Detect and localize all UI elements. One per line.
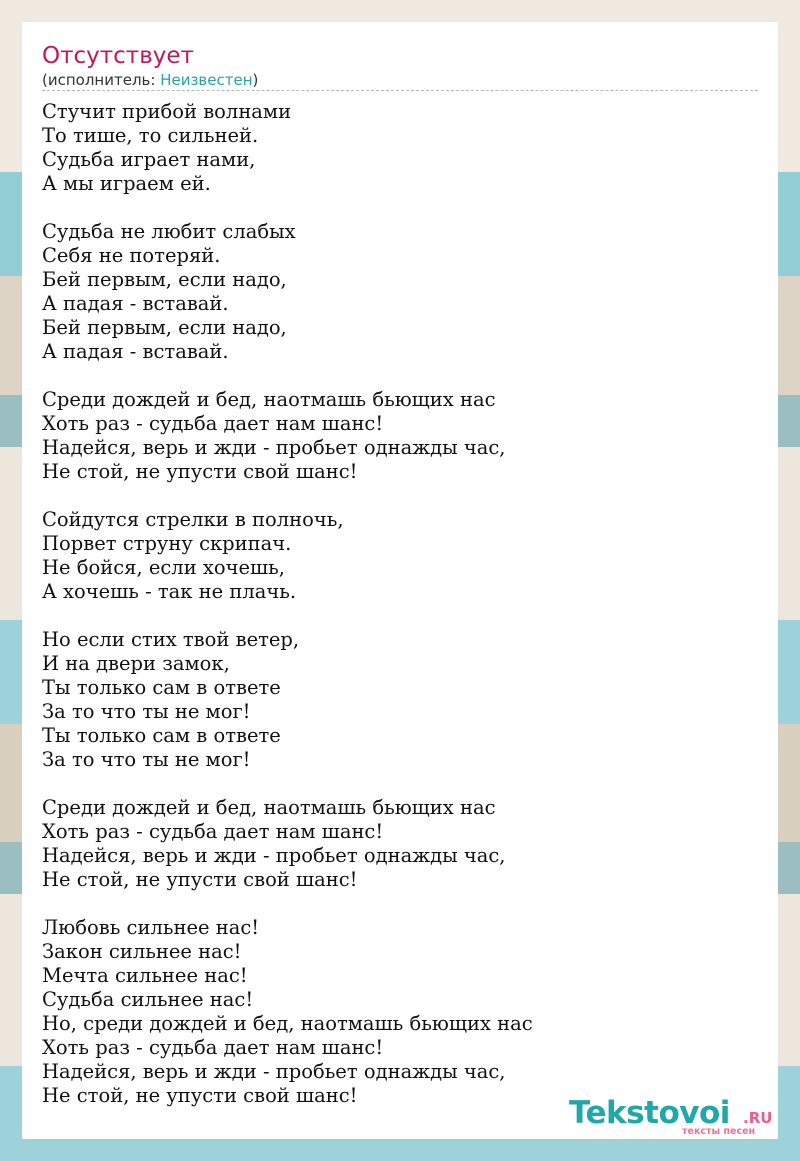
lyric-line: Ты только сам в ответе: [42, 724, 281, 747]
lyric-line: Бей первым, если надо,: [42, 268, 287, 291]
lyric-line: И на двери замок,: [42, 652, 230, 675]
lyrics-text: [42, 100, 758, 1108]
logo-wordmark: Tekstovoi: [569, 1095, 730, 1131]
lyric-line: Среди дождей и бед, наотмашь бьющих нас: [42, 796, 496, 819]
lyric-line: Бей первым, если надо,: [42, 316, 287, 339]
lyric-line: Надейся, верь и жди - пробьет однажды час,: [42, 436, 506, 459]
lyric-line: А хочешь - так не плачь.: [42, 580, 297, 603]
lyric-line: Надейся, верь и жди - пробьет однажды час,: [42, 844, 506, 867]
lyrics-stanza: [42, 628, 758, 772]
lyric-line: Надейся, верь и жди - пробьет однажды час,: [42, 1060, 506, 1083]
lyric-line: А мы играем ей.: [42, 172, 211, 195]
lyric-line: Судьба не любит слабых: [42, 220, 296, 243]
lyric-line: Стучит прибой волнами: [42, 100, 292, 123]
lyrics-stanza: [42, 388, 758, 484]
artist-suffix: ): [252, 71, 259, 89]
artist-prefix: (исполнитель:: [42, 71, 161, 89]
lyric-line: Себя не потеряй.: [42, 244, 221, 267]
lyric-line: Не бойся, если хочешь,: [42, 556, 285, 579]
lyric-line: Хоть раз - судьба дает нам шанс!: [42, 412, 384, 435]
lyric-line: Не стой, не упусти свой шанс!: [42, 460, 358, 483]
lyric-line: Не стой, не упусти свой шанс!: [42, 868, 358, 891]
lyric-line: Ты только сам в ответе: [42, 676, 281, 699]
lyric-line: Не стой, не упусти свой шанс!: [42, 1084, 358, 1107]
lyric-line: Закон сильнее нас!: [42, 940, 242, 963]
lyric-line: А падая - вставай.: [42, 292, 229, 315]
song-title: Отсутствует: [42, 43, 194, 69]
lyrics-stanza: [42, 796, 758, 892]
lyric-line: Но, среди дождей и бед, наотмашь бьющих нас: [42, 1012, 533, 1035]
lyric-line: Хоть раз - судьба дает нам шанс!: [42, 1036, 384, 1059]
lyric-line: За то что ты не мог!: [42, 748, 251, 771]
logo-tld: .RU: [743, 1109, 773, 1127]
lyric-line: Судьба играет нами,: [42, 148, 256, 171]
lyric-line: Но если стих твой ветер,: [42, 628, 300, 651]
artist-link[interactable]: Неизвестен: [160, 71, 253, 89]
logo-tagline: тексты песен: [682, 1126, 756, 1137]
lyrics-stanza: [42, 916, 758, 1108]
lyric-line: А падая - вставай.: [42, 340, 229, 363]
lyric-line: Хоть раз - судьба дает нам шанс!: [42, 820, 384, 843]
lyric-line: Порвет струну скрипач.: [42, 532, 292, 555]
site-logo[interactable]: [569, 1096, 779, 1140]
lyrics-stanza: [42, 100, 758, 196]
lyrics-stanza: [42, 508, 758, 604]
lyric-line: То тише, то сильней.: [42, 124, 259, 147]
lyric-line: За то что ты не мог!: [42, 700, 251, 723]
lyrics-stanza: [42, 220, 758, 364]
artist-line: [42, 71, 258, 89]
title-divider: [42, 90, 758, 91]
lyrics-card: [22, 22, 778, 1139]
lyric-line: Мечта сильнее нас!: [42, 964, 248, 987]
lyric-line: Судьба сильнее нас!: [42, 988, 254, 1011]
lyric-line: Среди дождей и бед, наотмашь бьющих нас: [42, 388, 496, 411]
lyric-line: Любовь сильнее нас!: [42, 916, 260, 939]
lyric-line: Сойдутся стрелки в полночь,: [42, 508, 344, 531]
